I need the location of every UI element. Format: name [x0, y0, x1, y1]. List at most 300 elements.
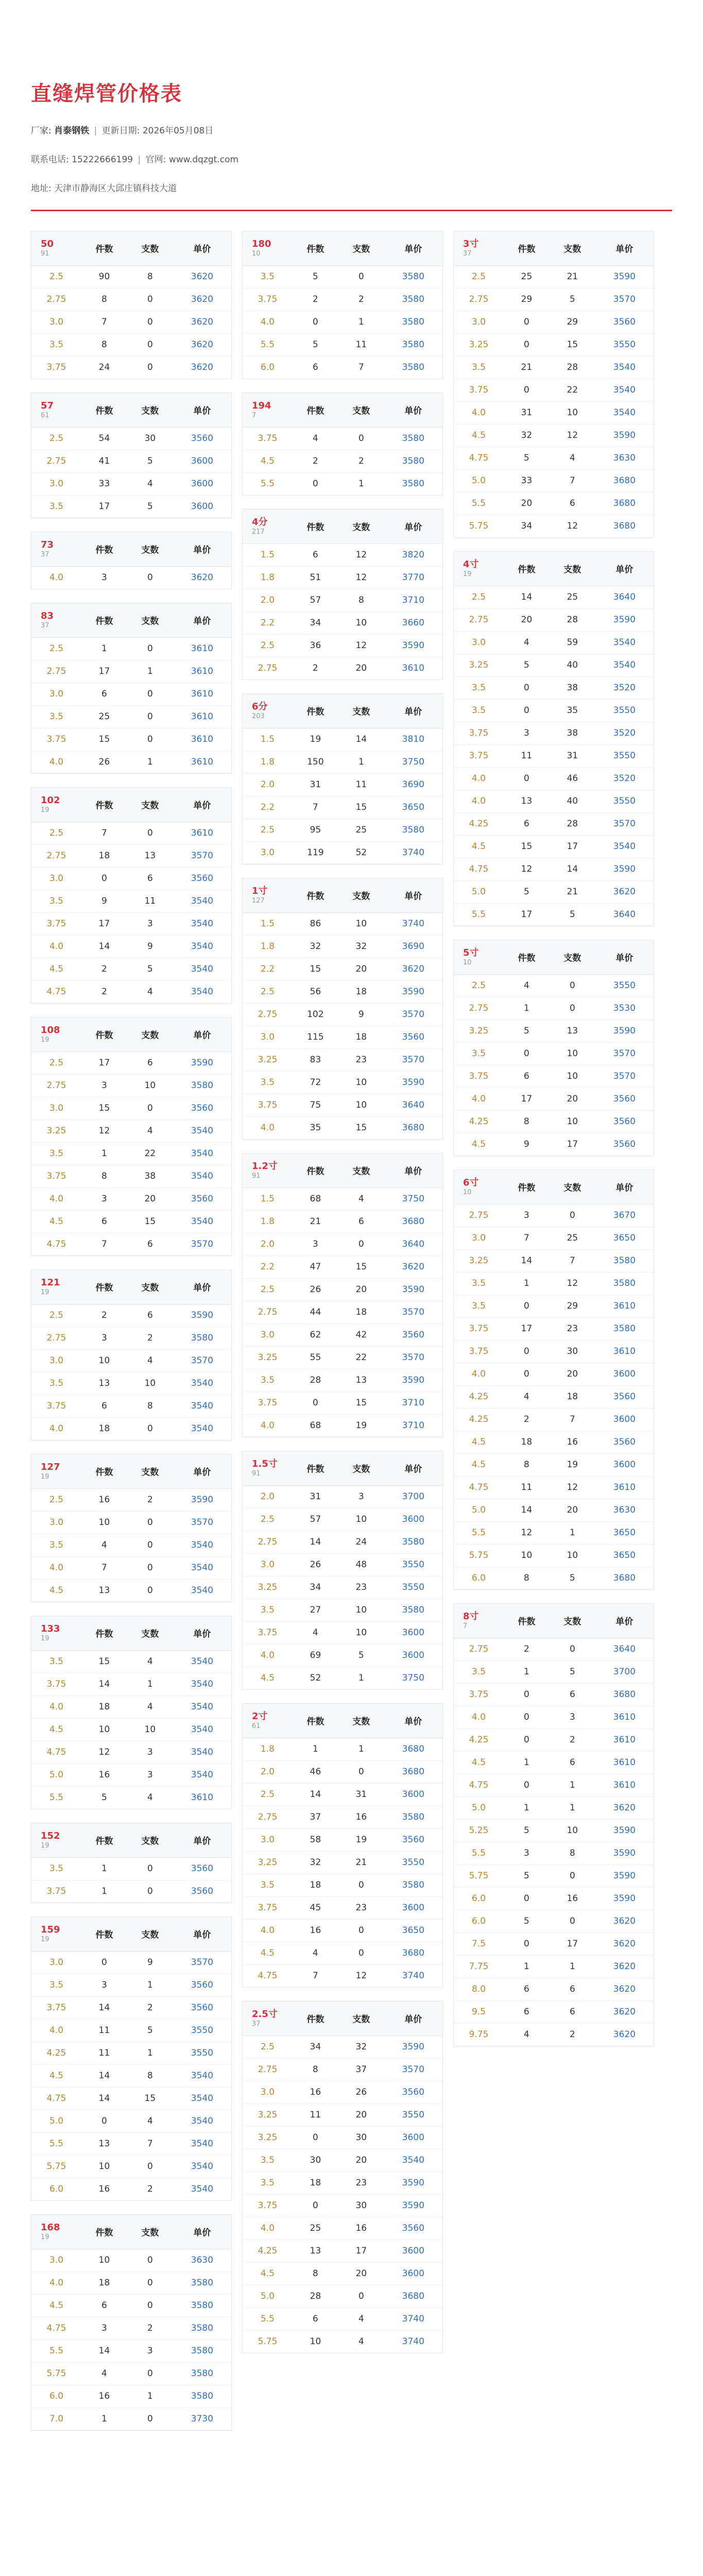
spec-price-table: [242, 231, 443, 379]
price-cell: 3580: [384, 1599, 442, 1621]
table-row: [243, 333, 442, 356]
count-cell: 18: [81, 844, 127, 867]
table-row: [454, 1227, 654, 1249]
thickness-cell: 3.75: [454, 744, 504, 767]
count-cell: 52: [310, 1673, 321, 1684]
table-row: [454, 492, 654, 515]
price-cell: 3540: [191, 2184, 214, 2195]
thickness-cell: 5.0: [454, 469, 504, 492]
price-cell: 3550: [384, 2104, 442, 2126]
count-cell: 2: [504, 1638, 550, 1660]
thickness-cell: 6.0: [31, 2385, 81, 2408]
thickness-cell: 5.5: [260, 479, 275, 489]
thickness-cell: 3.0: [31, 2249, 81, 2272]
table-row: [243, 612, 442, 634]
count-cell: 17: [504, 1088, 550, 1110]
price-cell: 3560: [595, 311, 654, 333]
price-cell: 3600: [384, 1783, 442, 1806]
count-cell: 6: [504, 812, 550, 835]
spec-count: 19: [463, 570, 472, 578]
pieces-cell: 2: [147, 2184, 153, 2195]
thickness-cell: 6.0: [454, 1910, 504, 1933]
count-cell: 10: [81, 1511, 127, 1534]
price-cell: 3590: [595, 265, 654, 288]
price-column: [453, 231, 654, 2046]
table-row: [31, 2340, 231, 2362]
pieces-cell: 10: [550, 1042, 595, 1065]
pieces-header: 支数: [127, 532, 173, 566]
price-cell: 3750: [384, 751, 442, 773]
pieces-header: 支数: [338, 510, 384, 544]
price-cell: 3680: [384, 2285, 442, 2308]
count-cell: 57: [293, 1508, 338, 1531]
table-row: [454, 1133, 654, 1156]
price-cell: 3590: [384, 1369, 442, 1392]
pieces-cell: 6: [127, 867, 173, 890]
table-row: [31, 1880, 231, 1903]
count-cell: 7: [504, 1227, 550, 1249]
table-row: [31, 1052, 231, 1074]
pieces-header: 支数: [127, 1270, 173, 1304]
spec-price-table: [31, 1917, 232, 2201]
pieces-cell: 22: [338, 1346, 384, 1369]
site-link[interactable]: www.dqzgt.com: [168, 155, 239, 165]
pieces-header: 支数: [338, 2002, 384, 2036]
thickness-cell: 3.5: [31, 1974, 81, 1996]
pieces-cell: 11: [338, 333, 384, 356]
pieces-header: 支数: [127, 788, 173, 822]
table-row: [243, 2036, 442, 2058]
thickness-cell: 1.5: [243, 544, 293, 566]
table-row: [31, 2178, 231, 2200]
spec-count: 10: [463, 958, 472, 967]
price-cell: 3570: [384, 1346, 442, 1369]
table-row: [31, 1395, 231, 1417]
pieces-cell: 31: [550, 744, 595, 767]
price-cell: 3560: [191, 1886, 214, 1897]
spec-count: 61: [41, 411, 49, 419]
pieces-cell: 10: [338, 1094, 384, 1116]
price-cell: 3620: [595, 1978, 654, 2001]
thickness-cell: 6.0: [49, 2184, 64, 2195]
price-cell: 3610: [173, 705, 231, 728]
thickness-cell: 4.75: [258, 1971, 278, 1981]
price-cell: 3690: [384, 935, 442, 958]
price-cell: 3750: [402, 1673, 425, 1684]
thickness-cell: 4.75: [31, 2087, 81, 2110]
count-cell: 21: [293, 1210, 338, 1233]
thickness-cell: 2.5: [31, 1304, 81, 1327]
count-header: 件数: [293, 393, 338, 427]
table-row: [31, 728, 231, 751]
pieces-cell: 6: [550, 2001, 595, 2023]
price-cell: 3560: [384, 2081, 442, 2104]
price-cell: 3660: [384, 612, 442, 634]
price-cell: 3580: [173, 2272, 231, 2294]
factory-name: 肖泰钢铁: [54, 126, 90, 136]
table-row: [454, 1065, 654, 1088]
table-row: [243, 728, 442, 751]
page-title: 直缝焊管价格表: [31, 82, 182, 106]
table-row: [243, 1278, 442, 1301]
price-cell: 3650: [595, 1544, 654, 1567]
spec-price-table: [453, 1170, 654, 1590]
pieces-cell: 4: [550, 447, 595, 469]
count-cell: 6: [504, 1978, 550, 2001]
price-header: 单价: [173, 1616, 231, 1650]
thickness-cell: 5.5: [454, 492, 504, 515]
price-header: 单价: [173, 1270, 231, 1304]
price-cell: 3810: [384, 728, 442, 751]
spec-price-table: [31, 1823, 232, 1903]
pieces-cell: 6: [550, 492, 595, 515]
pieces-cell: 7: [127, 2132, 173, 2155]
table-row: [243, 1896, 442, 1919]
thickness-cell: 8.0: [454, 1978, 504, 2001]
count-cell: 95: [293, 819, 338, 841]
count-cell: 17: [504, 1317, 550, 1340]
count-cell: 3: [81, 1327, 127, 1349]
count-cell: 1: [504, 997, 550, 1020]
price-cell: 3570: [191, 1239, 214, 1250]
spec-header-cell: [31, 788, 81, 822]
pieces-cell: 10: [338, 1508, 384, 1531]
count-header: 件数: [504, 1604, 550, 1638]
count-cell: 12: [81, 1741, 127, 1764]
pieces-cell: 0: [147, 1423, 153, 1434]
thickness-cell: 3.5: [31, 1142, 81, 1165]
count-cell: 18: [81, 2272, 127, 2294]
spec-name: 8寸: [463, 1611, 479, 1622]
count-cell: 13: [293, 2240, 338, 2262]
pieces-cell: 0: [147, 1585, 153, 1596]
table-row: [454, 1797, 654, 1819]
pieces-cell: 38: [550, 722, 595, 744]
price-cell: 3540: [191, 1585, 214, 1596]
count-cell: 46: [293, 1760, 338, 1783]
thickness-cell: 4.25: [454, 1728, 504, 1751]
pieces-cell: 5: [147, 501, 153, 512]
count-cell: 0: [504, 1706, 550, 1728]
pieces-cell: 13: [550, 1020, 595, 1042]
count-cell: 35: [310, 1123, 321, 1133]
table-row: [243, 1919, 442, 1942]
thickness-cell: 9.5: [454, 2001, 504, 2023]
table-row: [31, 1097, 231, 1120]
pieces-cell: 8: [338, 589, 384, 612]
table-row: [454, 767, 654, 790]
count-cell: 0: [504, 1887, 550, 1910]
count-header: 件数: [504, 940, 550, 974]
thickness-cell: 2.5: [31, 637, 81, 660]
count-cell: 86: [293, 912, 338, 935]
spec-name: 102: [41, 794, 60, 806]
thickness-cell: 4.0: [31, 2272, 81, 2294]
pieces-cell: 16: [338, 2217, 384, 2240]
price-cell: 3540: [173, 2110, 231, 2132]
thickness-cell: 2.5: [243, 980, 293, 1003]
count-cell: 7: [81, 1556, 127, 1579]
price-cell: 3590: [173, 1052, 231, 1074]
pieces-cell: 0: [338, 265, 384, 288]
price-header: 单价: [384, 1154, 442, 1188]
pieces-cell: 0: [127, 2272, 173, 2294]
table-row: [454, 858, 654, 880]
thickness-cell: 3.5: [454, 1660, 504, 1683]
pieces-cell: 16: [550, 1431, 595, 1453]
thickness-cell: 4.5: [454, 1453, 504, 1476]
pieces-cell: 25: [338, 819, 384, 841]
pieces-cell: 30: [550, 1340, 595, 1363]
spec-price-table: [31, 603, 232, 774]
count-cell: 6: [293, 544, 338, 566]
pieces-cell: 0: [127, 288, 173, 311]
thickness-cell: 2.2: [243, 958, 293, 980]
thickness-cell: 3.25: [243, 1346, 293, 1369]
price-cell: 3570: [384, 2058, 442, 2081]
count-cell: 20: [504, 608, 550, 631]
count-cell: 6: [504, 2001, 550, 2023]
phone-number[interactable]: 15222666199: [72, 155, 133, 165]
price-cell: 3590: [595, 1887, 654, 1910]
count-cell: 11: [504, 744, 550, 767]
price-cell: 3550: [595, 790, 654, 812]
count-cell: 5: [504, 447, 550, 469]
count-cell: 15: [293, 958, 338, 980]
count-cell: 17: [81, 1052, 127, 1074]
spec-price-table: [31, 787, 232, 1004]
thickness-cell: 3.5: [243, 2149, 293, 2172]
price-cell: 3600: [173, 450, 231, 472]
pieces-cell: 28: [550, 812, 595, 835]
pieces-cell: 3: [338, 1485, 384, 1508]
table-row: [243, 1026, 442, 1048]
count-cell: 4: [524, 2029, 529, 2040]
thickness-cell: 3.5: [49, 501, 64, 512]
count-cell: 4: [504, 1385, 550, 1408]
count-cell: 0: [504, 767, 550, 790]
spec-count: 203: [252, 712, 265, 720]
thickness-cell: 3.75: [31, 1996, 81, 2019]
thickness-cell: 5.5: [49, 1792, 64, 1803]
price-cell: 3540: [173, 2155, 231, 2178]
thickness-cell: 5.0: [454, 880, 504, 903]
price-cell: 3650: [384, 1919, 442, 1942]
price-cell: 3580: [402, 479, 425, 489]
pieces-cell: 1: [127, 1974, 173, 1996]
pieces-cell: 0: [127, 1556, 173, 1579]
pieces-cell: 13: [338, 1369, 384, 1392]
thickness-cell: 2.5: [243, 1278, 293, 1301]
pieces-header: 支数: [550, 940, 595, 974]
divider: |: [138, 155, 141, 165]
table-row: [243, 450, 442, 472]
table-row: [243, 1760, 442, 1783]
thickness-cell: 3.0: [31, 1511, 81, 1534]
table-row: [454, 2001, 654, 2023]
price-cell: 3610: [402, 663, 425, 674]
pieces-cell: 28: [550, 608, 595, 631]
count-cell: 68: [293, 1188, 338, 1210]
table-header-row: [31, 532, 231, 566]
thickness-cell: 5.0: [243, 2285, 293, 2308]
pieces-cell: 2: [338, 450, 384, 472]
count-cell: 6: [504, 1065, 550, 1088]
count-cell: 10: [81, 1349, 127, 1372]
count-cell: 31: [504, 401, 550, 424]
thickness-cell: 2.5: [31, 1488, 81, 1511]
pieces-cell: 23: [338, 1896, 384, 1919]
count-cell: 27: [293, 1599, 338, 1621]
price-cell: 3570: [595, 1042, 654, 1065]
price-cell: 3620: [595, 1933, 654, 1955]
spec-header-cell: [31, 1270, 81, 1304]
table-row: [31, 1579, 231, 1602]
pieces-cell: 7: [550, 1408, 595, 1431]
pieces-cell: 0: [550, 1910, 595, 1933]
price-cell: 3580: [173, 1327, 231, 1349]
table-row: [243, 1644, 442, 1667]
thickness-cell: 2.75: [31, 844, 81, 867]
thickness-cell: 3.0: [243, 1324, 293, 1346]
table-header-row: [31, 1616, 231, 1650]
pieces-header: 支数: [338, 1154, 384, 1188]
table-row: [454, 333, 654, 356]
pieces-cell: 3: [127, 2340, 173, 2362]
price-cell: 3560: [384, 1828, 442, 1851]
thickness-cell: 3.75: [46, 1886, 66, 1897]
updated-label: 更新日期:: [101, 126, 140, 136]
table-row: [454, 1088, 654, 1110]
count-cell: 14: [81, 2087, 127, 2110]
table-row: [31, 1741, 231, 1764]
count-header: 件数: [81, 393, 127, 427]
price-cell: 3700: [595, 1660, 654, 1683]
pieces-cell: 1: [338, 311, 384, 333]
spec-header-cell: [243, 231, 293, 265]
thickness-cell: 3.75: [243, 1896, 293, 1919]
price-cell: 3590: [595, 424, 654, 447]
pieces-cell: 1: [127, 2385, 173, 2408]
spec-name: 1.5寸: [252, 1458, 278, 1469]
thickness-cell: 3.5: [243, 1369, 293, 1392]
thickness-cell: 3.0: [454, 1227, 504, 1249]
count-cell: 57: [293, 589, 338, 612]
table-header-row: [454, 1604, 654, 1638]
pieces-cell: 20: [338, 2149, 384, 2172]
pieces-cell: 10: [127, 1372, 173, 1395]
table-row: [454, 1249, 654, 1272]
table-row: [454, 1660, 654, 1683]
price-cell: 3540: [173, 935, 231, 958]
spec-count: 217: [252, 528, 265, 536]
count-cell: 4: [81, 1534, 127, 1556]
table-row: [31, 2155, 231, 2178]
table-row: [31, 311, 231, 333]
count-cell: 51: [293, 566, 338, 589]
count-header: 件数: [293, 1154, 338, 1188]
pieces-cell: 0: [147, 1886, 153, 1897]
price-header: 单价: [173, 1823, 231, 1857]
pieces-cell: 6: [550, 1978, 595, 2001]
table-row: [454, 1683, 654, 1706]
thickness-cell: 3.25: [243, 2126, 293, 2149]
pieces-cell: 0: [147, 2414, 153, 2425]
pieces-cell: 22: [127, 1142, 173, 1165]
table-row: [31, 450, 231, 472]
pieces-cell: 32: [338, 935, 384, 958]
pieces-cell: 38: [550, 676, 595, 699]
thickness-cell: 2.75: [243, 1301, 293, 1324]
price-cell: 3620: [595, 1910, 654, 1933]
count-cell: 0: [504, 699, 550, 722]
count-cell: 16: [293, 2081, 338, 2104]
table-row: [243, 356, 442, 379]
count-cell: 15: [504, 835, 550, 858]
count-cell: 3: [81, 2317, 127, 2340]
table-header-row: [31, 1454, 231, 1488]
price-cell: 3590: [595, 858, 654, 880]
spec-header-cell: [454, 231, 504, 265]
price-cell: 3770: [384, 566, 442, 589]
spec-count: 10: [463, 1188, 472, 1196]
table-row: [243, 1369, 442, 1392]
count-cell: 9: [81, 890, 127, 912]
pieces-header: 支数: [127, 603, 173, 637]
table-row: [243, 1485, 442, 1508]
table-row: [31, 705, 231, 728]
price-cell: 3560: [173, 1097, 231, 1120]
table-row: [454, 1385, 654, 1408]
price-cell: 3540: [191, 987, 214, 997]
spec-name: 6寸: [463, 1177, 479, 1188]
price-cell: 3650: [595, 1227, 654, 1249]
table-header-row: [243, 393, 442, 427]
spec-header-cell: [31, 393, 81, 427]
pieces-cell: 4: [127, 1120, 173, 1142]
thickness-cell: 3.75: [46, 362, 66, 373]
count-cell: 16: [81, 1488, 127, 1511]
count-cell: 32: [293, 935, 338, 958]
pieces-cell: 3: [127, 1741, 173, 1764]
table-row: [454, 1476, 654, 1499]
thickness-cell: 4.25: [454, 812, 504, 835]
price-cell: 3540: [595, 401, 654, 424]
price-cell: 3590: [384, 1071, 442, 1094]
thickness-cell: 2.5: [31, 822, 81, 844]
table-row: [243, 980, 442, 1003]
spec-header-cell: [454, 940, 504, 974]
table-row: [243, 1738, 442, 1760]
count-cell: 102: [293, 1003, 338, 1026]
count-cell: 18: [98, 1423, 110, 1434]
thickness-cell: 3.0: [243, 1553, 293, 1576]
count-cell: 56: [293, 980, 338, 1003]
price-cell: 3680: [402, 1123, 425, 1133]
table-row: [454, 1499, 654, 1521]
count-header: 件数: [504, 552, 550, 586]
table-row: [31, 890, 231, 912]
price-cell: 3610: [595, 1295, 654, 1317]
pieces-cell: 13: [127, 844, 173, 867]
thickness-cell: 3.5: [31, 1857, 81, 1880]
price-cell: 3540: [173, 1165, 231, 1188]
pieces-cell: 0: [127, 1857, 173, 1880]
pieces-cell: 0: [127, 2294, 173, 2317]
price-cell: 3610: [173, 822, 231, 844]
spec-name: 83: [41, 610, 54, 621]
count-cell: 6: [293, 2308, 338, 2330]
